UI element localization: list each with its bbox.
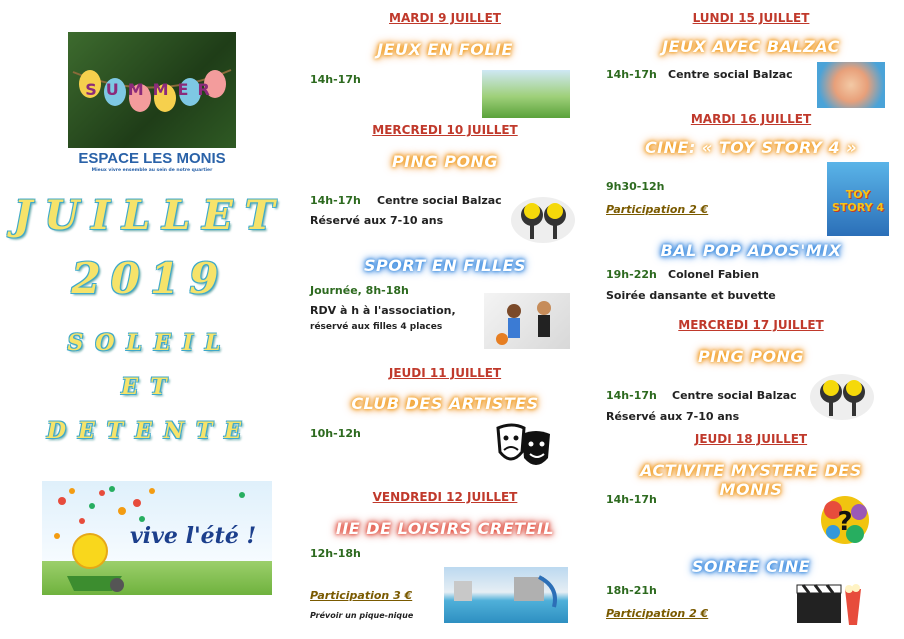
title-jeux-en-folie: JEUX EN FOLIE bbox=[377, 40, 513, 59]
title-club-des-artistes: CLUB DES ARTISTES bbox=[351, 394, 539, 413]
time-ping-pong-1: 14h-17h bbox=[310, 194, 361, 207]
place-jeux-balzac: Centre social Balzac bbox=[668, 68, 793, 81]
summer-logo-image bbox=[68, 32, 236, 148]
price-cine-toy-story: Participation 2 € bbox=[606, 203, 709, 216]
time-jeux-en-folie: 14h-17h bbox=[310, 73, 361, 86]
place-bal-pop: Colonel Fabien bbox=[668, 268, 760, 281]
sport-photo bbox=[484, 293, 570, 349]
date-vendredi-12: VENDREDI 12 JUILLET bbox=[372, 490, 518, 504]
title-ping-pong-1: PING PONG bbox=[391, 152, 499, 171]
time-activite-mystere: 14h-17h bbox=[606, 493, 657, 506]
slogan-soleil: SOLEIL bbox=[67, 330, 233, 356]
info-bal-pop: Soirée dansante et buvette bbox=[606, 289, 776, 302]
title-bal-pop: BAL POP ADOS'MIX bbox=[660, 241, 842, 260]
info-ping-pong-2: Réservé aux 7-10 ans bbox=[606, 410, 740, 423]
organization-tagline: Mieux vivre ensemble au sein de notre quartier bbox=[91, 168, 213, 173]
pool-photo bbox=[444, 567, 568, 623]
place-ping-pong-1: Centre social Balzac bbox=[377, 194, 502, 207]
slogan-detente: DETENTE bbox=[46, 418, 254, 444]
date-mardi-9: MARDI 9 JUILLET bbox=[389, 11, 501, 25]
date-jeudi-11: JEUDI 11 JUILLET bbox=[388, 366, 502, 380]
title-ile-de-loisirs: IIE DE LOISIRS CRETEIL bbox=[335, 519, 555, 538]
jeux-photo bbox=[482, 70, 570, 118]
title-cine-toy-story: CINE: « TOY STORY 4 » bbox=[644, 138, 858, 157]
date-mercredi-10: MERCREDI 10 JUILLET bbox=[372, 123, 518, 137]
title-sport-en-filles: SPORT EN FILLES bbox=[363, 256, 527, 275]
info-sport-2: réservé aux filles 4 places bbox=[310, 322, 443, 332]
title-ping-pong-2: PING PONG bbox=[697, 347, 805, 366]
month-title: JUILLET bbox=[13, 192, 287, 239]
date-jeudi-18: JEUDI 18 JUILLET bbox=[694, 432, 808, 446]
vive-ete-image bbox=[42, 481, 272, 595]
mystery-question-icon bbox=[815, 492, 875, 548]
time-cine-toy-story: 9h30-12h bbox=[606, 180, 665, 193]
title-jeux-avec-balzac: JEUX AVEC BALZAC bbox=[662, 37, 840, 56]
theater-masks-icon bbox=[492, 422, 558, 474]
time-bal-pop: 19h-22h bbox=[606, 268, 657, 281]
vive-ete-caption: vive l'été ! bbox=[130, 523, 257, 549]
note-pique-nique: Prévoir un pique-nique bbox=[310, 611, 414, 620]
title-soiree-cine: SOIREE CINE bbox=[691, 557, 811, 576]
info-ping-pong-1: Réservé aux 7-10 ans bbox=[310, 214, 444, 227]
kids-photo bbox=[817, 62, 885, 108]
toy-story-poster bbox=[827, 162, 889, 236]
year-title: 2019 bbox=[71, 254, 229, 303]
time-club-des-artistes: 10h-12h bbox=[310, 427, 361, 440]
info-sport-1: RDV à h à l'association, bbox=[310, 304, 456, 317]
price-soiree-cine: Participation 2 € bbox=[606, 607, 709, 620]
title-activite-mystere: ACTIVITE MYSTERE DES MONIS bbox=[640, 461, 862, 499]
time-ile-de-loisirs: 12h-18h bbox=[310, 547, 361, 560]
organization-name: ESPACE LES MONIS bbox=[78, 150, 226, 167]
time-ping-pong-2: 14h-17h bbox=[606, 389, 657, 402]
toy-story-poster-title: TOY STORY 4 bbox=[831, 188, 885, 214]
ping-pong-paddles-icon-2 bbox=[809, 372, 875, 422]
slogan-et: ET bbox=[121, 374, 179, 400]
time-sport-en-filles: Journée, 8h-18h bbox=[310, 284, 409, 297]
date-lundi-15: LUNDI 15 JUILLET bbox=[692, 11, 810, 25]
svg-text:?: ? bbox=[837, 507, 853, 537]
cinema-clapper-icon bbox=[793, 579, 865, 627]
price-ile-de-loisirs: Participation 3 € bbox=[310, 589, 413, 602]
place-ping-pong-2: Centre social Balzac bbox=[672, 389, 797, 402]
summer-banner-text: SUMMER bbox=[85, 80, 219, 99]
time-jeux-balzac: 14h-17h bbox=[606, 68, 657, 81]
ping-pong-paddles-icon bbox=[510, 195, 576, 245]
time-soiree-cine: 18h-21h bbox=[606, 584, 657, 597]
date-mercredi-17: MERCREDI 17 JUILLET bbox=[678, 318, 824, 332]
date-mardi-16: MARDI 16 JUILLET bbox=[690, 112, 812, 126]
